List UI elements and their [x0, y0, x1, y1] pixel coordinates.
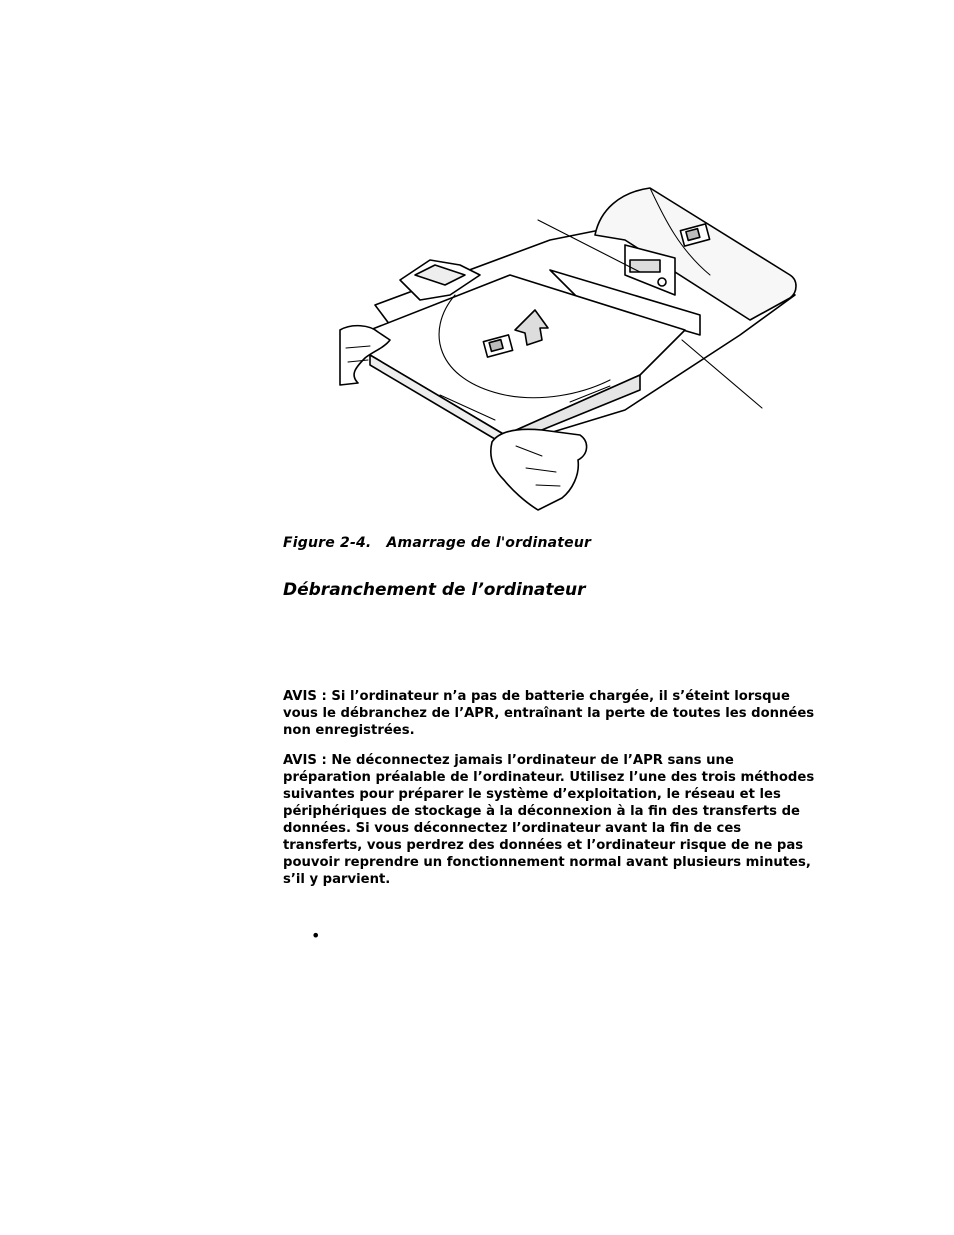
figure-caption	[283, 535, 591, 551]
notice-text: Ne déconnectez jamais l’ordinateur de l’APR sans une préparation préalable de l’ordinateur. Utilisez l’une des trois méthodes suivantes pour préparer le système d’exploitation, le réseau et les périphériques de stockage à la déconnexion à la fin des transferts de données. Si vous déconnectez l’ordinateur avant la fin de ces transferts, vous perdrez des données et l’ordinateur risque de ne pas pouvoir reprendre un fonctionnement normal avant plusieurs minutes, s’il y parvient.	[283, 753, 815, 887]
notice-label: AVIS :	[283, 689, 327, 704]
figure-number: Figure 2-4.	[283, 535, 372, 551]
docking-illustration	[280, 180, 810, 520]
notice-label: AVIS :	[283, 753, 327, 768]
notice-disconnect	[283, 752, 818, 888]
list-bullet: •	[311, 926, 321, 945]
notice-text: Si l’ordinateur n’a pas de batterie chargée, il s’éteint lorsque vous le débranchez de l’APR, entraînant la perte de toutes les données non enregistrées.	[283, 689, 815, 738]
laptop-docking-icon	[280, 180, 810, 520]
notice-battery	[283, 688, 818, 739]
figure-caption-text: Amarrage de l'ordinateur	[386, 535, 592, 551]
section-title: Débranchement de l’ordinateur	[283, 580, 586, 600]
